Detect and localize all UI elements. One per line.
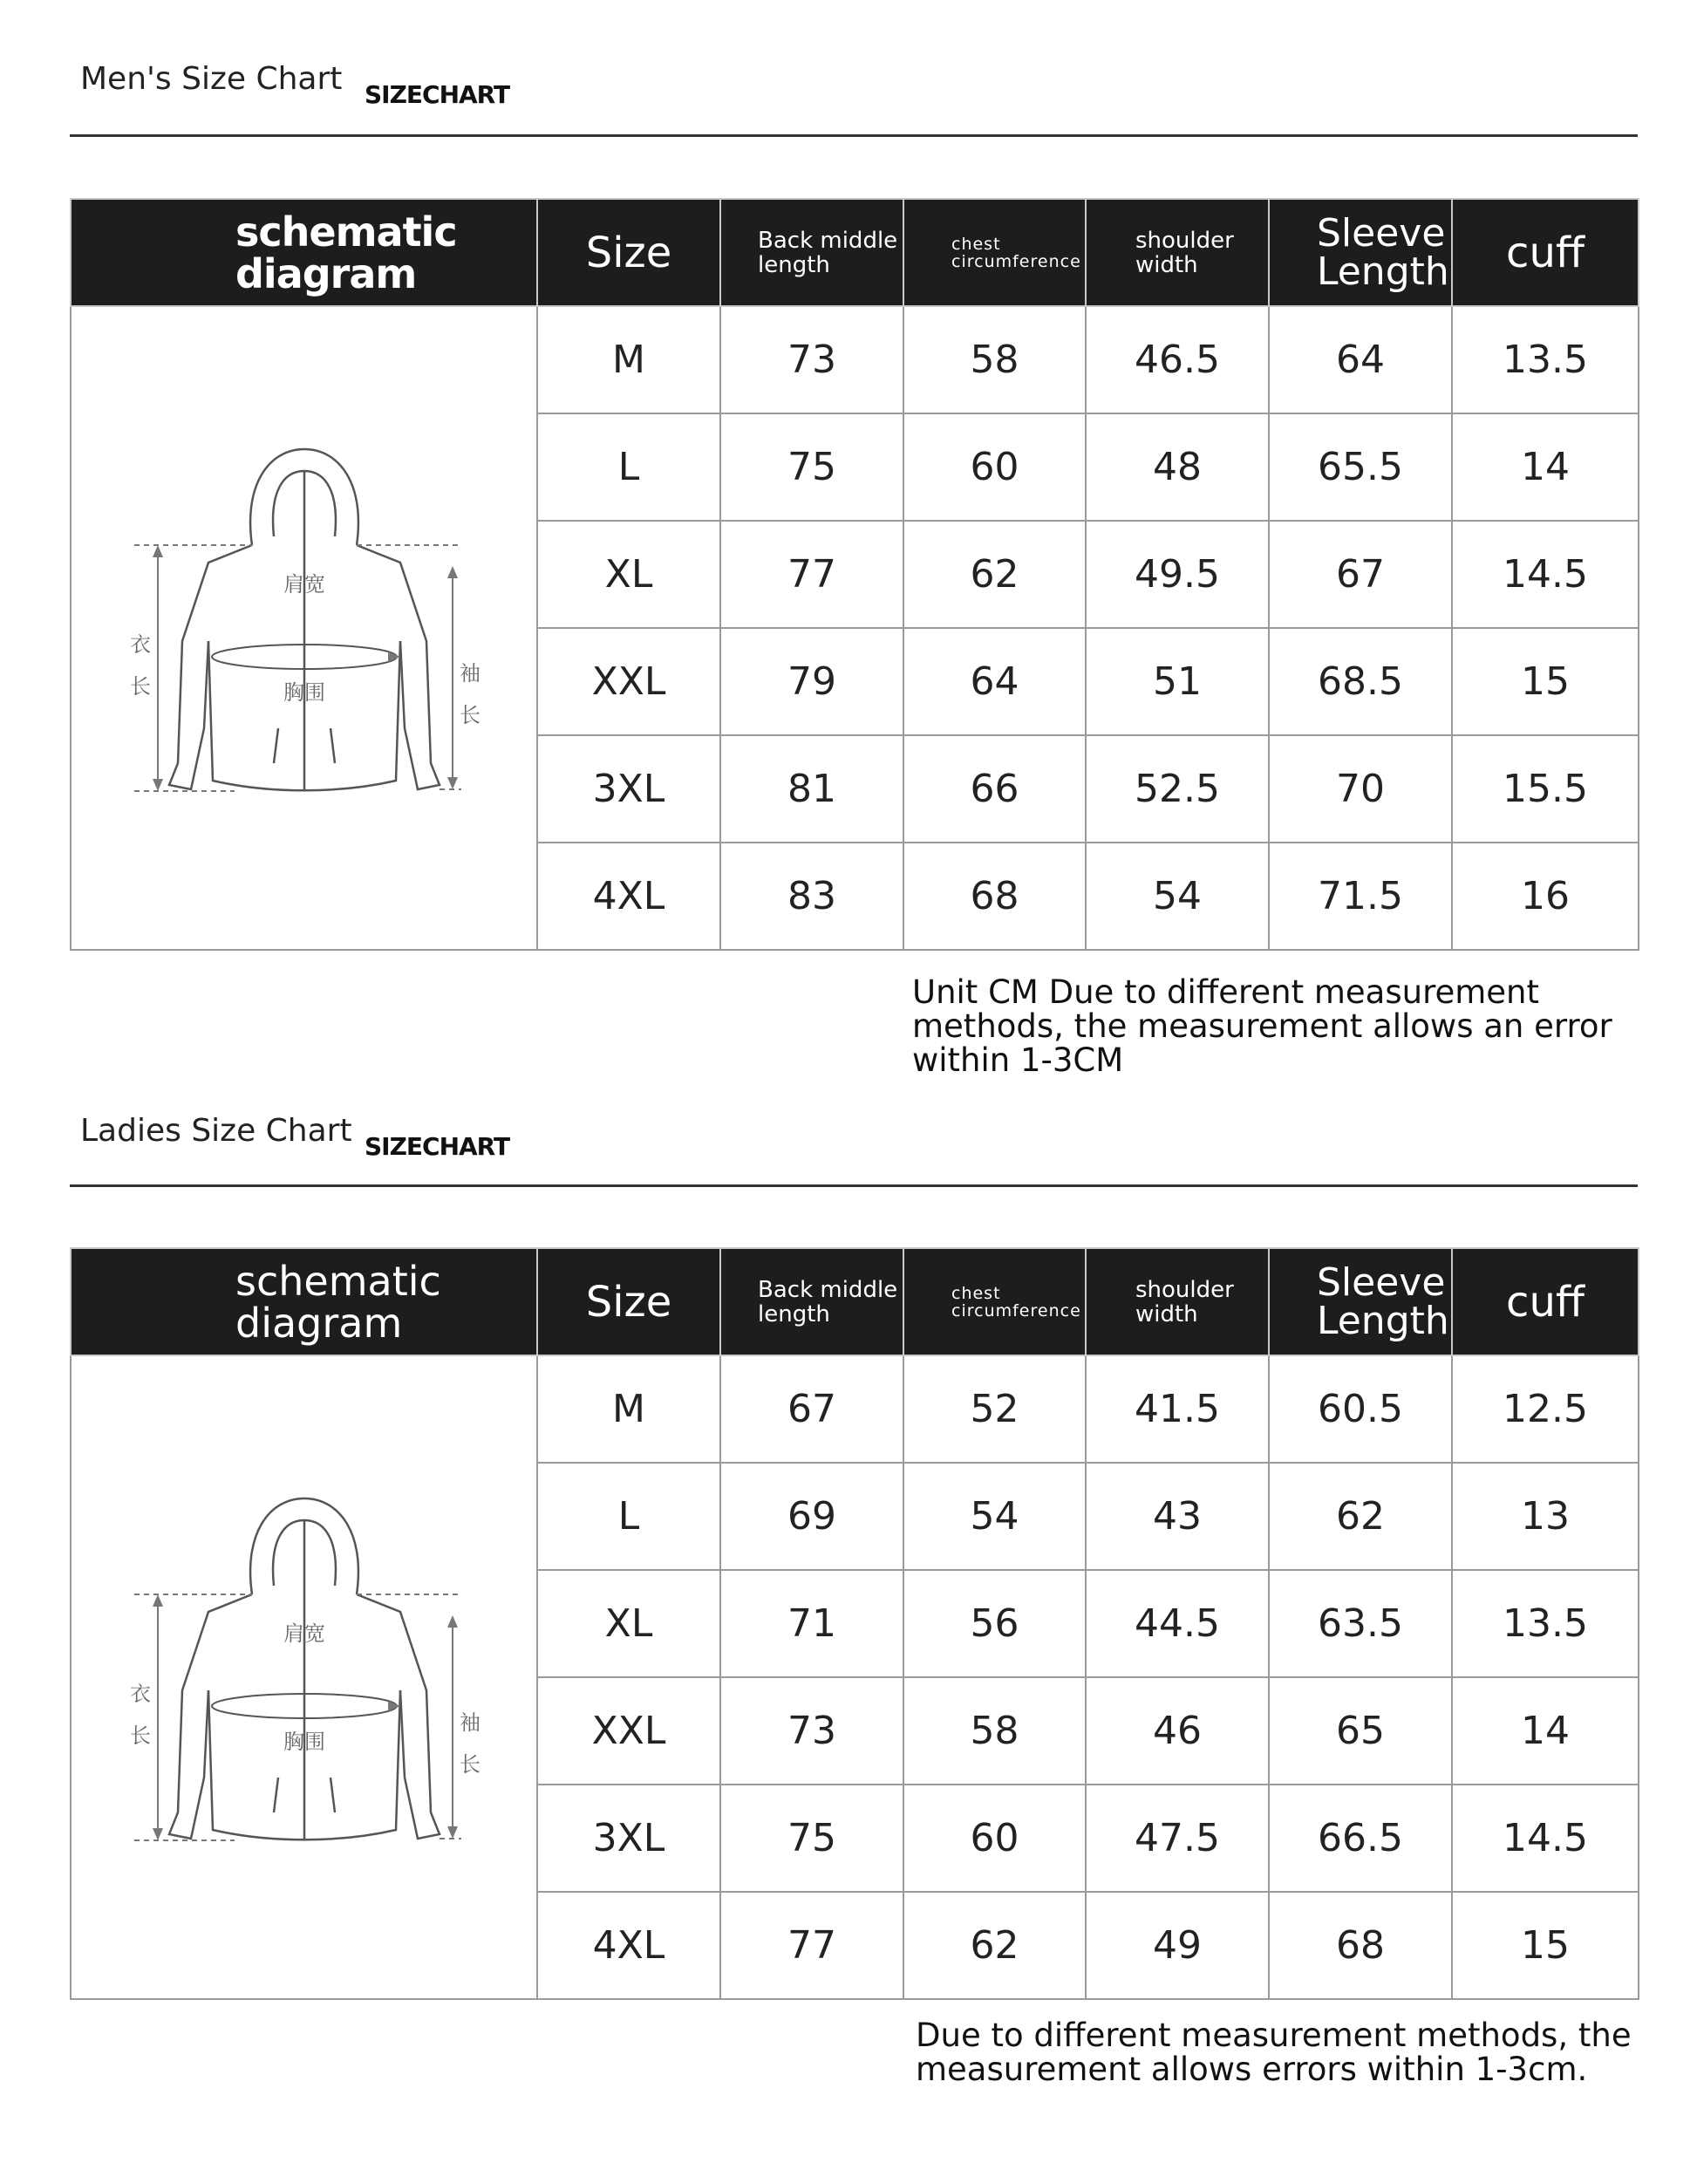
chest-label: 胸围 <box>283 679 325 705</box>
size-cell: L <box>537 1463 720 1570</box>
chest-cell: 54 <box>903 1463 1086 1570</box>
size-cell: XXL <box>537 1677 720 1785</box>
chest-cell: 56 <box>903 1570 1086 1677</box>
size-cell: 3XL <box>537 735 720 843</box>
jacket-schematic-diagram <box>95 379 514 868</box>
size-cell: 3XL <box>537 1785 720 1892</box>
chest-cell: 64 <box>903 628 1086 735</box>
ladies-size-table <box>70 1247 1639 2000</box>
cuff-cell: 12.5 <box>1452 1355 1639 1463</box>
back-length-cell: 77 <box>720 521 903 628</box>
men-measurement-note: Unit CM Due to different measurement methods, the measurement allows an error within 1-3CM <box>912 973 1612 1079</box>
chest-cell: 60 <box>903 1785 1086 1892</box>
back-length-cell: 81 <box>720 735 903 843</box>
chest-cell: 62 <box>903 1892 1086 1999</box>
ladies-header-row <box>71 1248 1639 1355</box>
men-divider <box>70 134 1638 137</box>
header-size: Size <box>537 1248 720 1355</box>
back-length-cell: 83 <box>720 843 903 950</box>
chest-cell: 60 <box>903 413 1086 521</box>
cuff-cell: 15.5 <box>1452 735 1639 843</box>
chest-cell: 58 <box>903 306 1086 413</box>
cuff-cell: 15 <box>1452 628 1639 735</box>
ladies-measurement-note: Due to different measurement methods, the measurement allows errors within 1-3cm. <box>916 2017 1632 2088</box>
header-sleeve-length: Sleeve Length <box>1269 1248 1452 1355</box>
shoulder-width-label: 肩宽 <box>283 571 325 597</box>
chest-cell: 66 <box>903 735 1086 843</box>
cuff-cell: 14 <box>1452 1677 1639 1785</box>
header-cuff: cuff <box>1452 1248 1639 1355</box>
sleeve-cell: 62 <box>1269 1463 1452 1570</box>
header-chest-circumference: chest circumference <box>903 1248 1086 1355</box>
shoulder-width-label: 肩宽 <box>283 1621 325 1646</box>
sleeve-cell: 70 <box>1269 735 1452 843</box>
table-row <box>71 1355 1639 1463</box>
header-size: Size <box>537 199 720 306</box>
back-length-cell: 73 <box>720 1677 903 1785</box>
chest-cell: 52 <box>903 1355 1086 1463</box>
table-row <box>71 306 1639 413</box>
header-schematic-diagram: schematic diagram <box>71 199 537 306</box>
chest-label: 胸围 <box>283 1729 325 1754</box>
back-length-cell: 67 <box>720 1355 903 1463</box>
chest-cell: 68 <box>903 843 1086 950</box>
chest-cell: 62 <box>903 521 1086 628</box>
cuff-cell: 14 <box>1452 413 1639 521</box>
shoulder-cell: 44.5 <box>1086 1570 1269 1677</box>
jacket-schematic-diagram <box>95 1429 514 1917</box>
shoulder-cell: 51 <box>1086 628 1269 735</box>
cuff-cell: 16 <box>1452 843 1639 950</box>
back-length-cell: 79 <box>720 628 903 735</box>
ladies-section-subtitle: SIZECHART <box>365 1132 510 1161</box>
size-cell: 4XL <box>537 843 720 950</box>
back-length-cell: 77 <box>720 1892 903 1999</box>
cuff-cell: 14.5 <box>1452 1785 1639 1892</box>
header-back-middle-length: Back middle length <box>720 1248 903 1355</box>
body-length-label-1: 衣 <box>129 631 151 657</box>
men-size-table <box>70 198 1639 951</box>
shoulder-cell: 49 <box>1086 1892 1269 1999</box>
size-cell: XXL <box>537 628 720 735</box>
shoulder-cell: 46.5 <box>1086 306 1269 413</box>
size-cell: 4XL <box>537 1892 720 1999</box>
sleeve-cell: 65.5 <box>1269 413 1452 521</box>
header-shoulder-width: shoulder width <box>1086 199 1269 306</box>
shoulder-cell: 49.5 <box>1086 521 1269 628</box>
chest-cell: 58 <box>903 1677 1086 1785</box>
sleeve-cell: 60.5 <box>1269 1355 1452 1463</box>
back-length-cell: 71 <box>720 1570 903 1677</box>
shoulder-cell: 46 <box>1086 1677 1269 1785</box>
shoulder-cell: 54 <box>1086 843 1269 950</box>
jacket-diagram-cell <box>71 1355 537 1999</box>
back-length-cell: 75 <box>720 413 903 521</box>
jacket-diagram-cell <box>71 306 537 950</box>
size-cell: XL <box>537 1570 720 1677</box>
back-length-cell: 73 <box>720 306 903 413</box>
sleeve-cell: 65 <box>1269 1677 1452 1785</box>
sleeve-cell: 66.5 <box>1269 1785 1452 1892</box>
sleeve-length-label-1: 袖 <box>459 1710 480 1735</box>
back-length-cell: 69 <box>720 1463 903 1570</box>
shoulder-cell: 48 <box>1086 413 1269 521</box>
cuff-cell: 13.5 <box>1452 306 1639 413</box>
cuff-cell: 14.5 <box>1452 521 1639 628</box>
body-length-label-2: 长 <box>129 673 151 699</box>
header-cuff: cuff <box>1452 199 1639 306</box>
size-cell: M <box>537 1355 720 1463</box>
ladies-section-title: Ladies Size Chart <box>80 1113 352 1149</box>
men-header-row <box>71 199 1639 306</box>
back-length-cell: 75 <box>720 1785 903 1892</box>
cuff-cell: 13.5 <box>1452 1570 1639 1677</box>
shoulder-cell: 43 <box>1086 1463 1269 1570</box>
cuff-cell: 13 <box>1452 1463 1639 1570</box>
header-back-middle-length: Back middle length <box>720 199 903 306</box>
sleeve-cell: 68.5 <box>1269 628 1452 735</box>
body-length-label-1: 衣 <box>129 1681 151 1706</box>
ladies-divider <box>70 1184 1638 1187</box>
sleeve-cell: 68 <box>1269 1892 1452 1999</box>
cuff-cell: 15 <box>1452 1892 1639 1999</box>
size-cell: M <box>537 306 720 413</box>
sleeve-length-label-1: 袖 <box>459 660 480 686</box>
sleeve-length-label-2: 长 <box>459 702 480 727</box>
shoulder-cell: 52.5 <box>1086 735 1269 843</box>
shoulder-cell: 47.5 <box>1086 1785 1269 1892</box>
sleeve-cell: 71.5 <box>1269 843 1452 950</box>
header-chest-circumference: chest circumference <box>903 199 1086 306</box>
size-cell: L <box>537 413 720 521</box>
men-section-title: Men's Size Chart <box>80 61 343 97</box>
sleeve-cell: 64 <box>1269 306 1452 413</box>
header-sleeve-length: Sleeve Length <box>1269 199 1452 306</box>
header-shoulder-width: shoulder width <box>1086 1248 1269 1355</box>
sleeve-length-label-2: 长 <box>459 1751 480 1777</box>
header-schematic-diagram: schematic diagram <box>71 1248 537 1355</box>
sleeve-cell: 67 <box>1269 521 1452 628</box>
men-section-subtitle: SIZECHART <box>365 80 510 109</box>
shoulder-cell: 41.5 <box>1086 1355 1269 1463</box>
body-length-label-2: 长 <box>129 1723 151 1748</box>
size-cell: XL <box>537 521 720 628</box>
sleeve-cell: 63.5 <box>1269 1570 1452 1677</box>
